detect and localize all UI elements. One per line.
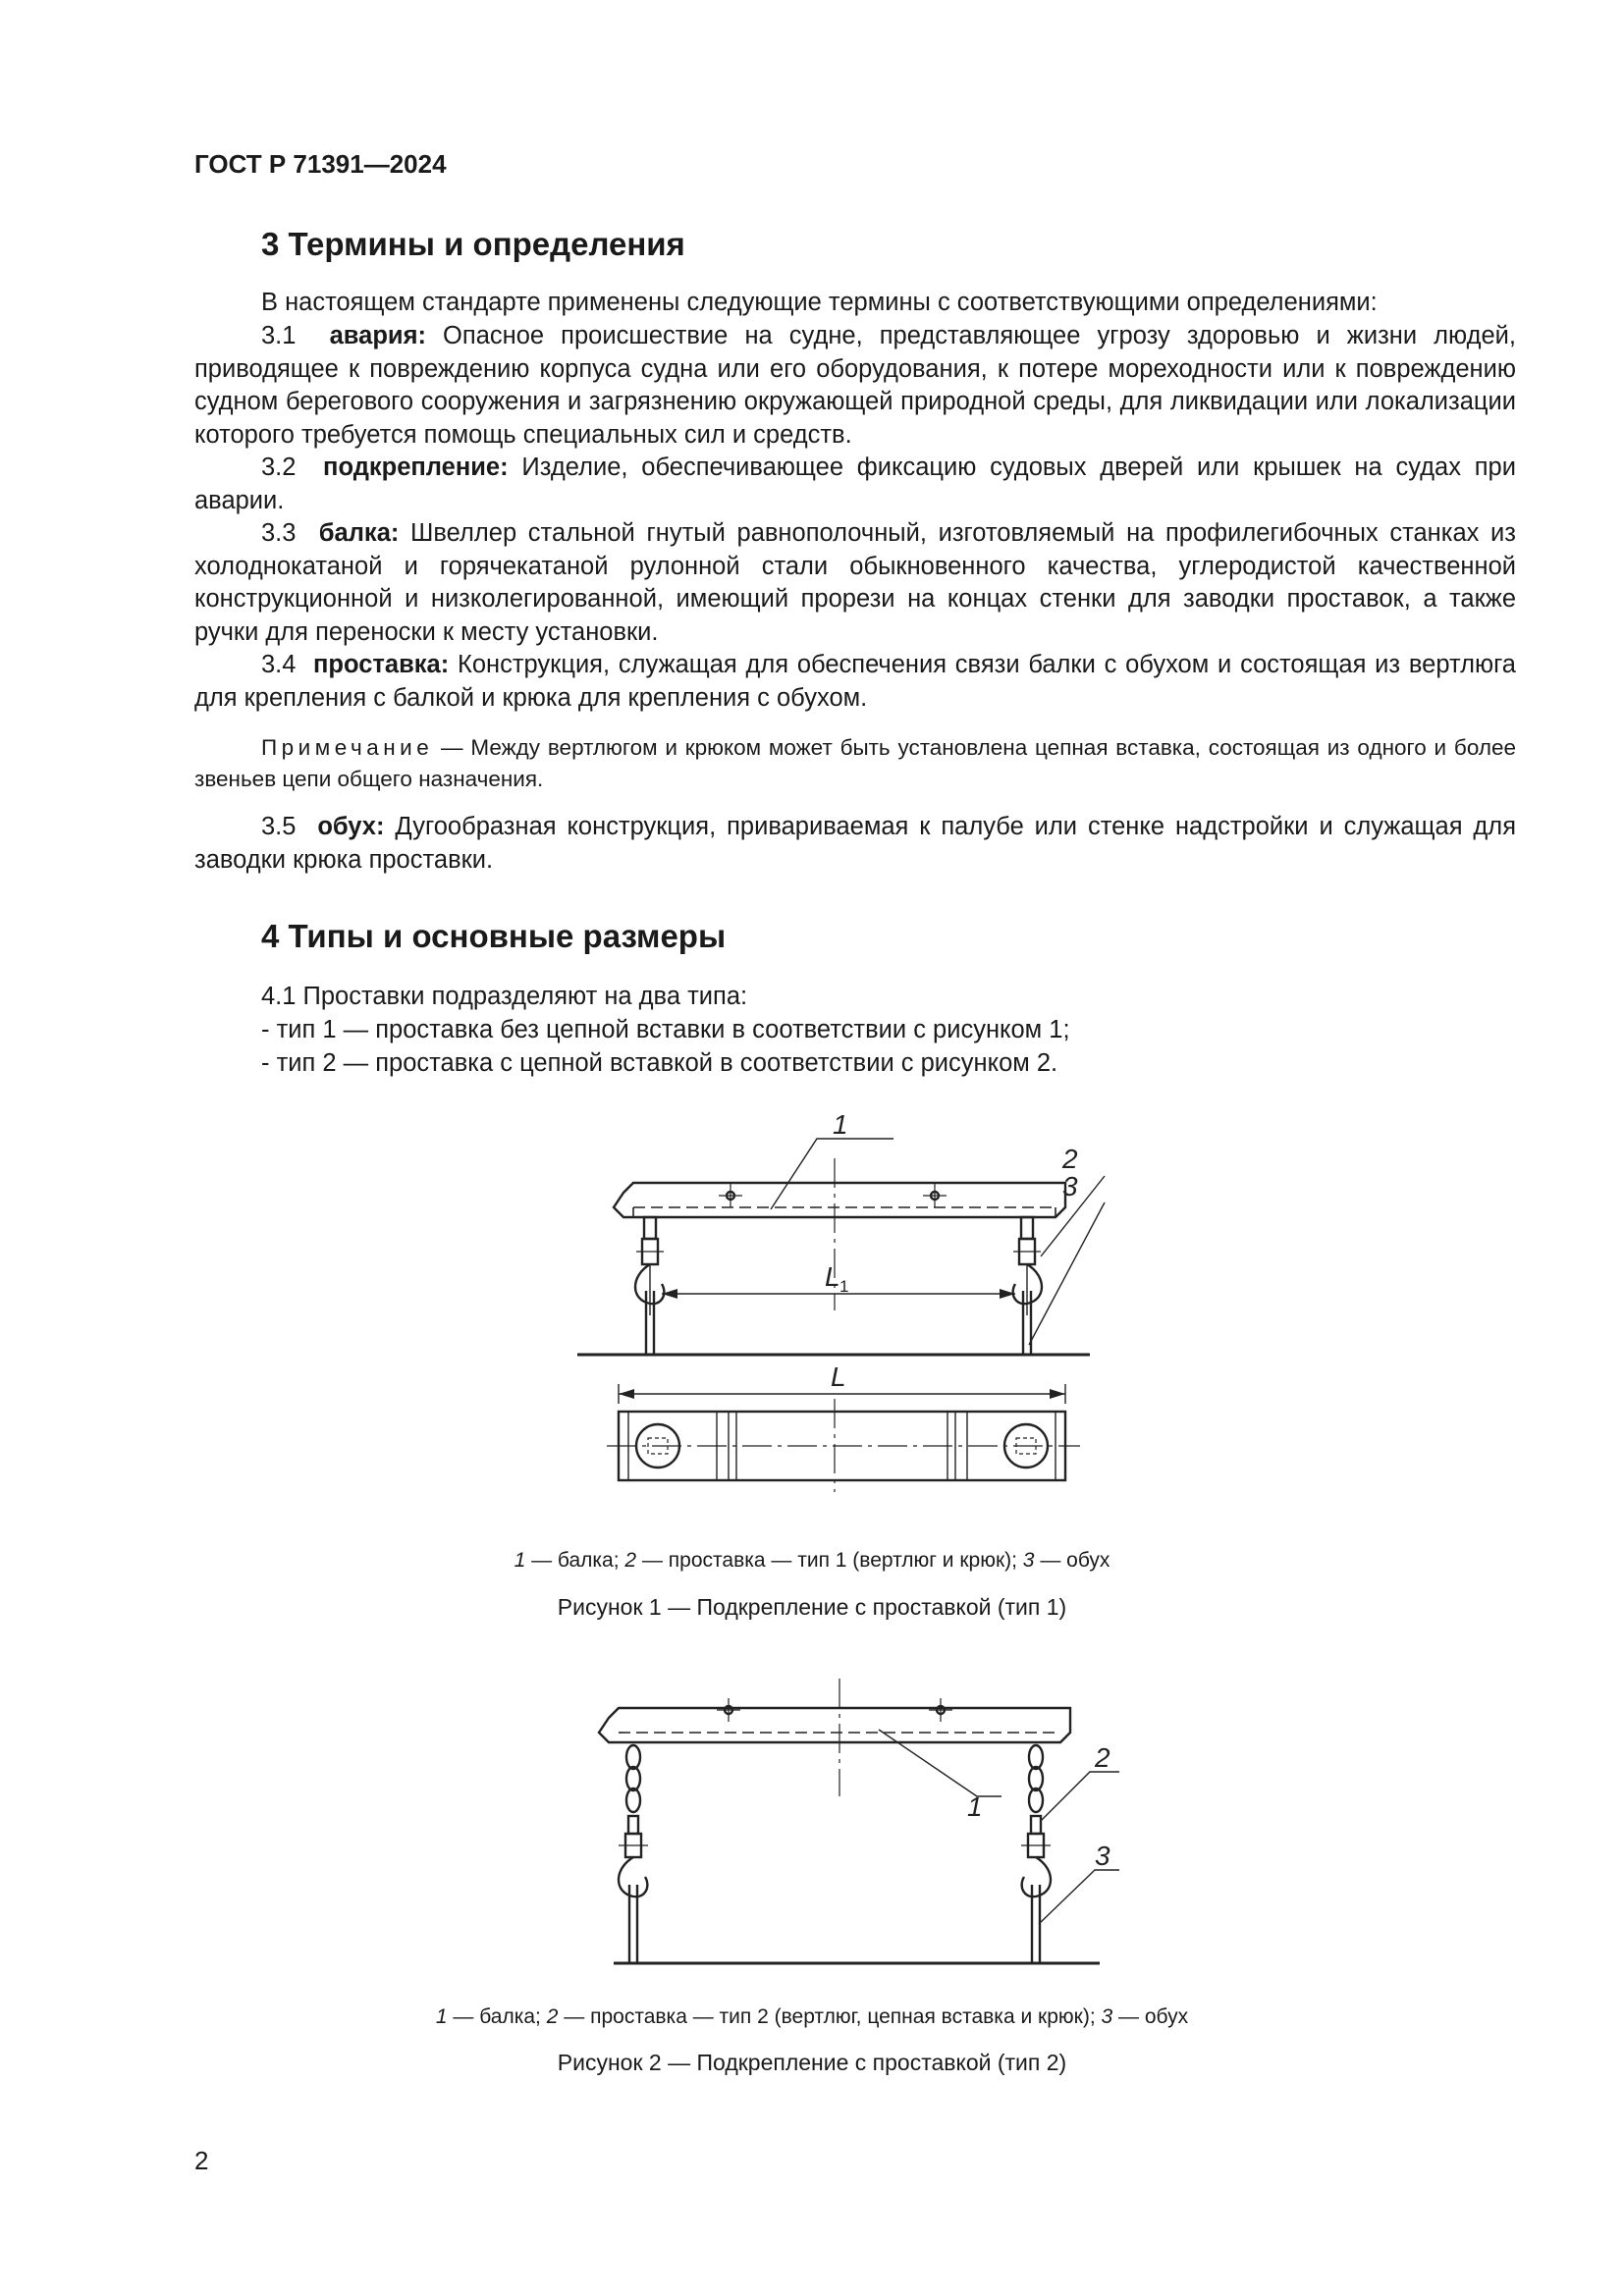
type-1-item: - тип 1 — проставка без цепной вставки в соответствии с рисунком 1;	[261, 1016, 1070, 1043]
type-2-item: - тип 2 — проставка с цепной вставкой в соответствии с рисунком 2.	[261, 1049, 1058, 1077]
left-prop	[635, 1217, 664, 1355]
note: Примечание — Между вертлюгом и крюком может быть установлена цепная вставка, состоящая из одного и более звеньев цепи общего назначения.	[194, 735, 1516, 791]
term-3-3: 3.3 балка: Швеллер стальной гнутый равнополочный, изготовляемый на профилегибочных станках из холоднокатаной и горячекатаной рулонной стали обыкновенного качества, углеродистой качественной конструкционной и низколегированной, имеющий прорези на концах стенки для заводки проставок, а также ручки для переноски к месту установки.	[194, 519, 1516, 646]
beam-side	[614, 1183, 1065, 1217]
fig1-label-1: 1	[833, 1109, 848, 1140]
document-code: ГОСТ Р 71391—2024	[194, 149, 447, 179]
term-3-1: 3.1 авария: Опасное происшествие на судне, представляющее угрозу здоровью и жизни людей, приводящее к повреждению корпуса судна или его оборудования, к потере мореходности или к повреждению судном берегового сооружения и загрязнению окружающей природной среды, для ликвидации или локализации которого требуется помощь специальных сил и средств.	[194, 322, 1517, 449]
term-3-5: 3.5 обух: Дугообразная конструкция, привариваемая к палубе или стенке надстройки и служащая для заводки крюка проставки.	[194, 813, 1516, 874]
figure-2-legend: 1 — балка; 2 — проставка — тип 2 (вертлюг, цепная вставка и крюк); 3 — обух	[435, 2005, 1189, 2028]
section-4-heading: 4 Типы и основные размеры	[261, 918, 727, 954]
section-4-lead: 4.1 Проставки подразделяют на два типа:	[261, 983, 748, 1010]
beam-side	[599, 1708, 1070, 1742]
page-number: 2	[194, 2146, 209, 2175]
figure-2-drawing	[579, 1669, 1129, 2012]
fig1-label-L1-sub: 1	[839, 1277, 849, 1296]
figure-1-legend: 1 — балка; 2 — проставка — тип 1 (вертлюг и крюк); 3 — обух	[514, 1549, 1110, 1572]
fig2-label-3: 3	[1095, 1841, 1110, 1871]
right-prop	[1021, 1745, 1051, 1963]
fig1-label-L: L	[831, 1362, 846, 1392]
term-3-2: 3.2 подкрепление: Изделие, обеспечивающее фиксацию судовых дверей или крышек на судах при аварии.	[194, 454, 1516, 514]
fig1-label-L1: L	[825, 1261, 840, 1292]
left-prop	[619, 1745, 648, 1963]
section-3-intro: В настоящем стандарте применены следующие термины с соответствующими определениями:	[261, 289, 1378, 316]
term-3-4: 3.4 проставка: Конструкция, служащая для обеспечения связи балки с обухом и состоящая из вертлюга для крепления с балкой и крюка для крепления с обухом.	[194, 651, 1516, 712]
figure-1-drawing	[560, 1099, 1110, 1531]
fig1-label-2: 2	[1062, 1144, 1078, 1174]
fig1-label-3: 3	[1062, 1171, 1078, 1201]
figure-1-caption: Рисунок 1 — Подкрепление с проставкой (тип 1)	[557, 1594, 1067, 1620]
fig2-label-1: 1	[967, 1791, 983, 1822]
section-3-heading: 3 Термины и определения	[261, 226, 685, 262]
fig2-label-2: 2	[1095, 1742, 1110, 1773]
right-prop	[1013, 1217, 1042, 1355]
figure-2-caption: Рисунок 2 — Подкрепление с проставкой (тип 2)	[557, 2050, 1067, 2075]
